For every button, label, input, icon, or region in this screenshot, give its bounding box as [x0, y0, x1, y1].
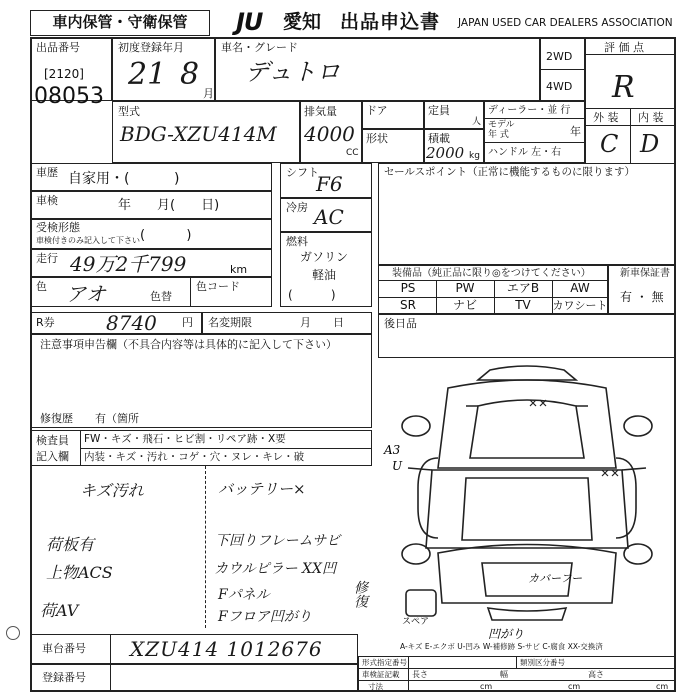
shift-label: シフト — [286, 166, 319, 179]
color-value: アオ — [66, 282, 106, 306]
vehicle-damage-diagram — [378, 358, 676, 658]
note-left-1: キズ汚れ — [80, 481, 144, 500]
foot-cert-label: 車検証記載 — [362, 670, 400, 679]
association-name: JAPAN USED CAR DEALERS ASSOCIATION — [458, 17, 673, 29]
note-right-5: Fフロア凹がり — [218, 609, 312, 625]
inspection-label: 車検 — [36, 194, 58, 207]
note-right-1: バッテリー× — [218, 480, 306, 498]
shape-label: 形状 — [366, 132, 388, 145]
equip-airbag: エアB — [506, 281, 540, 295]
capacity-label: 定員 — [428, 104, 450, 117]
inspector-label: 検査員 — [36, 434, 69, 447]
corner-mark — [6, 626, 20, 640]
drive-4wd: 4WD — [546, 80, 573, 93]
damage-legend: A-キズ E-エクボ U-凹み W-補修跡 S-サビ C-腐食 XX-交換済 — [400, 642, 603, 651]
capacity-unit: 人 — [472, 117, 482, 127]
diagram-label-cover: カバーフー — [528, 572, 583, 585]
storage-title-box: 車内保管・守衛保管 — [30, 10, 210, 36]
note-left-4: 荷AV — [40, 601, 79, 620]
equip-tv: TV — [515, 298, 531, 312]
color-code-label: 色コード — [196, 280, 240, 293]
diagram-label-spare: スペア — [402, 617, 430, 627]
foot-height: 高さ — [588, 670, 604, 679]
rear-seat-box — [378, 314, 676, 358]
foot-length: 長さ — [412, 670, 428, 679]
chassis-label: 車台番号 — [42, 642, 86, 655]
note-right-2: 下回りフレームサビ — [215, 533, 341, 549]
accept-value: ( ) — [140, 228, 192, 243]
name-label: 車名・グレード — [221, 41, 298, 54]
equip-navi: ナビ — [452, 298, 477, 312]
note-right-6: 修復 — [352, 580, 368, 608]
rticket-label: R券 — [36, 316, 55, 329]
int-row: 内装・キズ・汚れ・コゲ・穴・ヌレ・キレ・破 — [84, 451, 305, 463]
equip-ps: PS — [400, 281, 416, 295]
logo-region: 愛知 — [283, 11, 322, 33]
sales-point-label: セールスポイント（正常に機能するものに限ります） — [384, 166, 636, 178]
history-value: 自家用・( ) — [68, 171, 180, 187]
repair-label: 修復歴 有（箇所 — [40, 412, 139, 425]
equip-leather: カワシート — [552, 299, 608, 312]
model-year-label2: 年 式 — [488, 130, 509, 140]
ju-logo: JU — [236, 8, 263, 36]
foot-width-unit: cm — [568, 682, 581, 691]
reg-label: 登録番号 — [42, 671, 86, 684]
foot-length-unit: cm — [480, 682, 493, 691]
diagram-label-dent: 凹がり — [488, 627, 525, 641]
warranty-value: 有 ・ 無 — [620, 290, 664, 304]
int-label: 内 装 — [638, 111, 664, 124]
warranty-label: 新車保証書 — [620, 268, 670, 279]
first-reg-label: 初度登録年月 — [118, 41, 184, 54]
int-value: D — [640, 130, 660, 158]
ext-value: C — [600, 130, 619, 158]
rticket-value: 8740 — [106, 311, 157, 335]
fuel-label: 燃料 — [286, 235, 308, 248]
equip-aw: AW — [570, 281, 590, 295]
score-value: R — [612, 70, 635, 105]
form-title: 出品申込書 — [340, 11, 441, 33]
accept-label: 受検形態 — [36, 221, 80, 234]
first-reg-month-unit: 月 — [203, 87, 214, 100]
year-unit: 年 — [570, 125, 581, 138]
mileage-value: 49万2千799 — [70, 252, 187, 276]
lot-label: 出品番号 — [36, 41, 80, 54]
lot-number: 08053 — [34, 84, 104, 109]
foot-class-label: 類別区分番号 — [520, 658, 565, 667]
rear-seat-label: 後日品 — [384, 317, 417, 330]
note-left-2: 荷板有 — [46, 535, 95, 554]
color-label: 色 — [36, 280, 47, 293]
foot-width: 幅 — [500, 670, 508, 679]
mileage-label: 走行 — [36, 252, 58, 265]
displacement-label: 排気量 — [304, 105, 337, 118]
note-right-3: カウルピラー XX凹 — [214, 561, 336, 577]
rticket-unit: 円 — [182, 316, 193, 329]
model-year-label1: モデル — [488, 120, 515, 130]
equip-sr: SR — [400, 298, 416, 312]
equip-pw: PW — [455, 281, 475, 295]
displacement-value: 4000 — [304, 122, 355, 146]
accept-sub: 車検付きのみ記入して下さい — [36, 236, 140, 245]
diagram-label-u: U — [392, 459, 403, 473]
payload-label: 積載 — [428, 132, 450, 145]
foot-form-label: 形式指定番号 — [362, 658, 407, 667]
mileage-unit: km — [230, 263, 248, 276]
model-value: BDG-XZU414M — [120, 122, 277, 146]
score-label: 評 価 点 — [604, 41, 644, 54]
fw-row: FW・キズ・飛石・ヒビ割・リペア跡・X要 — [84, 433, 286, 445]
handle-label: ハンドル 左・右 — [488, 147, 562, 158]
inspector-sub: 記入欄 — [36, 450, 69, 463]
aircon-value: AC — [314, 205, 344, 229]
note-right-4: Fパネル — [218, 587, 270, 603]
diagram-label-a3: A3 — [384, 443, 401, 457]
aircon-label: 冷房 — [286, 201, 308, 214]
shift-value: F6 — [316, 172, 343, 196]
transfer-label: 名変期限 — [208, 316, 252, 329]
lot-small: [2120] — [44, 67, 84, 81]
fuel-paren: ( ) — [288, 288, 336, 302]
model-label: 型式 — [118, 105, 140, 118]
payload-value: 2000 — [426, 144, 465, 162]
color-change: 色替 — [150, 290, 172, 303]
dealer-label: ディーラー・並 行 — [488, 105, 571, 116]
history-label: 車歴 — [36, 166, 58, 179]
foot-height-unit: cm — [656, 682, 669, 691]
inspection-value: 年 月( 日) — [118, 198, 220, 213]
fuel-diesel: 軽油 — [312, 268, 337, 282]
cc-unit: CC — [346, 148, 359, 158]
note-left-3: 上物ACS — [46, 563, 113, 582]
foot-dims-label: 寸法 — [368, 682, 383, 691]
chassis-value: XZU414 1012676 — [130, 637, 323, 661]
drive-2wd: 2WD — [546, 50, 573, 63]
first-reg-month: 8 — [180, 57, 200, 92]
payload-unit: kg — [469, 151, 480, 161]
door-label: ドア — [366, 104, 388, 117]
ext-label: 外 装 — [593, 111, 619, 124]
fuel-gas: ガソリン — [300, 250, 349, 264]
name-value: デュトロ — [245, 58, 341, 86]
transfer-value: 月 日 — [300, 316, 344, 329]
notes-label: 注意事項申告欄（不具合内容等は具体的に記入して下さい） — [40, 338, 337, 351]
equipment-label: 装備品（純正品に限り◎をつけてください） — [392, 268, 591, 279]
first-reg-year: 21 — [128, 57, 167, 92]
